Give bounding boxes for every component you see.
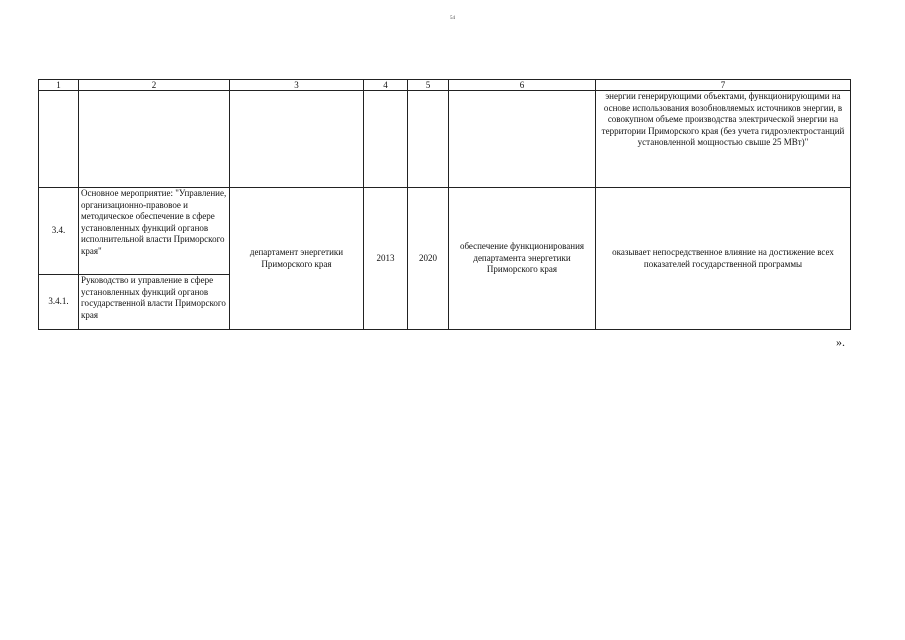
indicator-impact-cell: оказывает непосредственное влияние на достижение всех показателей государственной программы xyxy=(596,188,851,330)
item-name: Руководство и управление в сфере установленных функций органов государственной власти Приморского края xyxy=(79,275,230,330)
table-row-3-4 xyxy=(39,188,851,275)
item-number: 3.4. xyxy=(39,188,79,275)
cont-cell-6 xyxy=(449,91,596,188)
header-row xyxy=(39,80,851,91)
page-number: 54 xyxy=(450,16,455,21)
executor-cell: департамент энергетики Приморского края xyxy=(230,188,364,330)
header-col-3: 3 xyxy=(230,80,364,91)
start-year-cell: 2013 xyxy=(364,188,408,330)
program-table xyxy=(38,79,851,330)
header-col-7: 7 xyxy=(596,80,851,91)
cont-cell-2 xyxy=(79,91,230,188)
item-number: 3.4.1. xyxy=(39,275,79,330)
cont-cell-4 xyxy=(364,91,408,188)
expected-result-cell: обеспечение функционирования департамента энергетики Приморского края xyxy=(449,188,596,330)
cont-cell-5 xyxy=(408,91,449,188)
cont-cell-3 xyxy=(230,91,364,188)
header-col-4: 4 xyxy=(364,80,408,91)
closing-quote-mark: ». xyxy=(836,335,845,349)
item-name: Основное мероприятие: "Управление, организационно-правовое и методическое обеспечение в сфере установленных функций органов исполнительной власти Приморского края" xyxy=(79,188,230,275)
end-year-cell: 2020 xyxy=(408,188,449,330)
header-col-2: 2 xyxy=(79,80,230,91)
header-col-5: 5 xyxy=(408,80,449,91)
header-col-6: 6 xyxy=(449,80,596,91)
continuation-row xyxy=(39,91,851,188)
indicator-description-continued: энергии генерирующими объектами, функционирующими на основе использования возобновляемых источников энергии, в совокупном объеме производства электрической энергии на территории Приморского края (без учета гидроэлектростанций установленной мощностью свыше 25 МВт)" xyxy=(596,91,851,188)
header-col-1: 1 xyxy=(39,80,79,91)
cont-cell-1 xyxy=(39,91,79,188)
